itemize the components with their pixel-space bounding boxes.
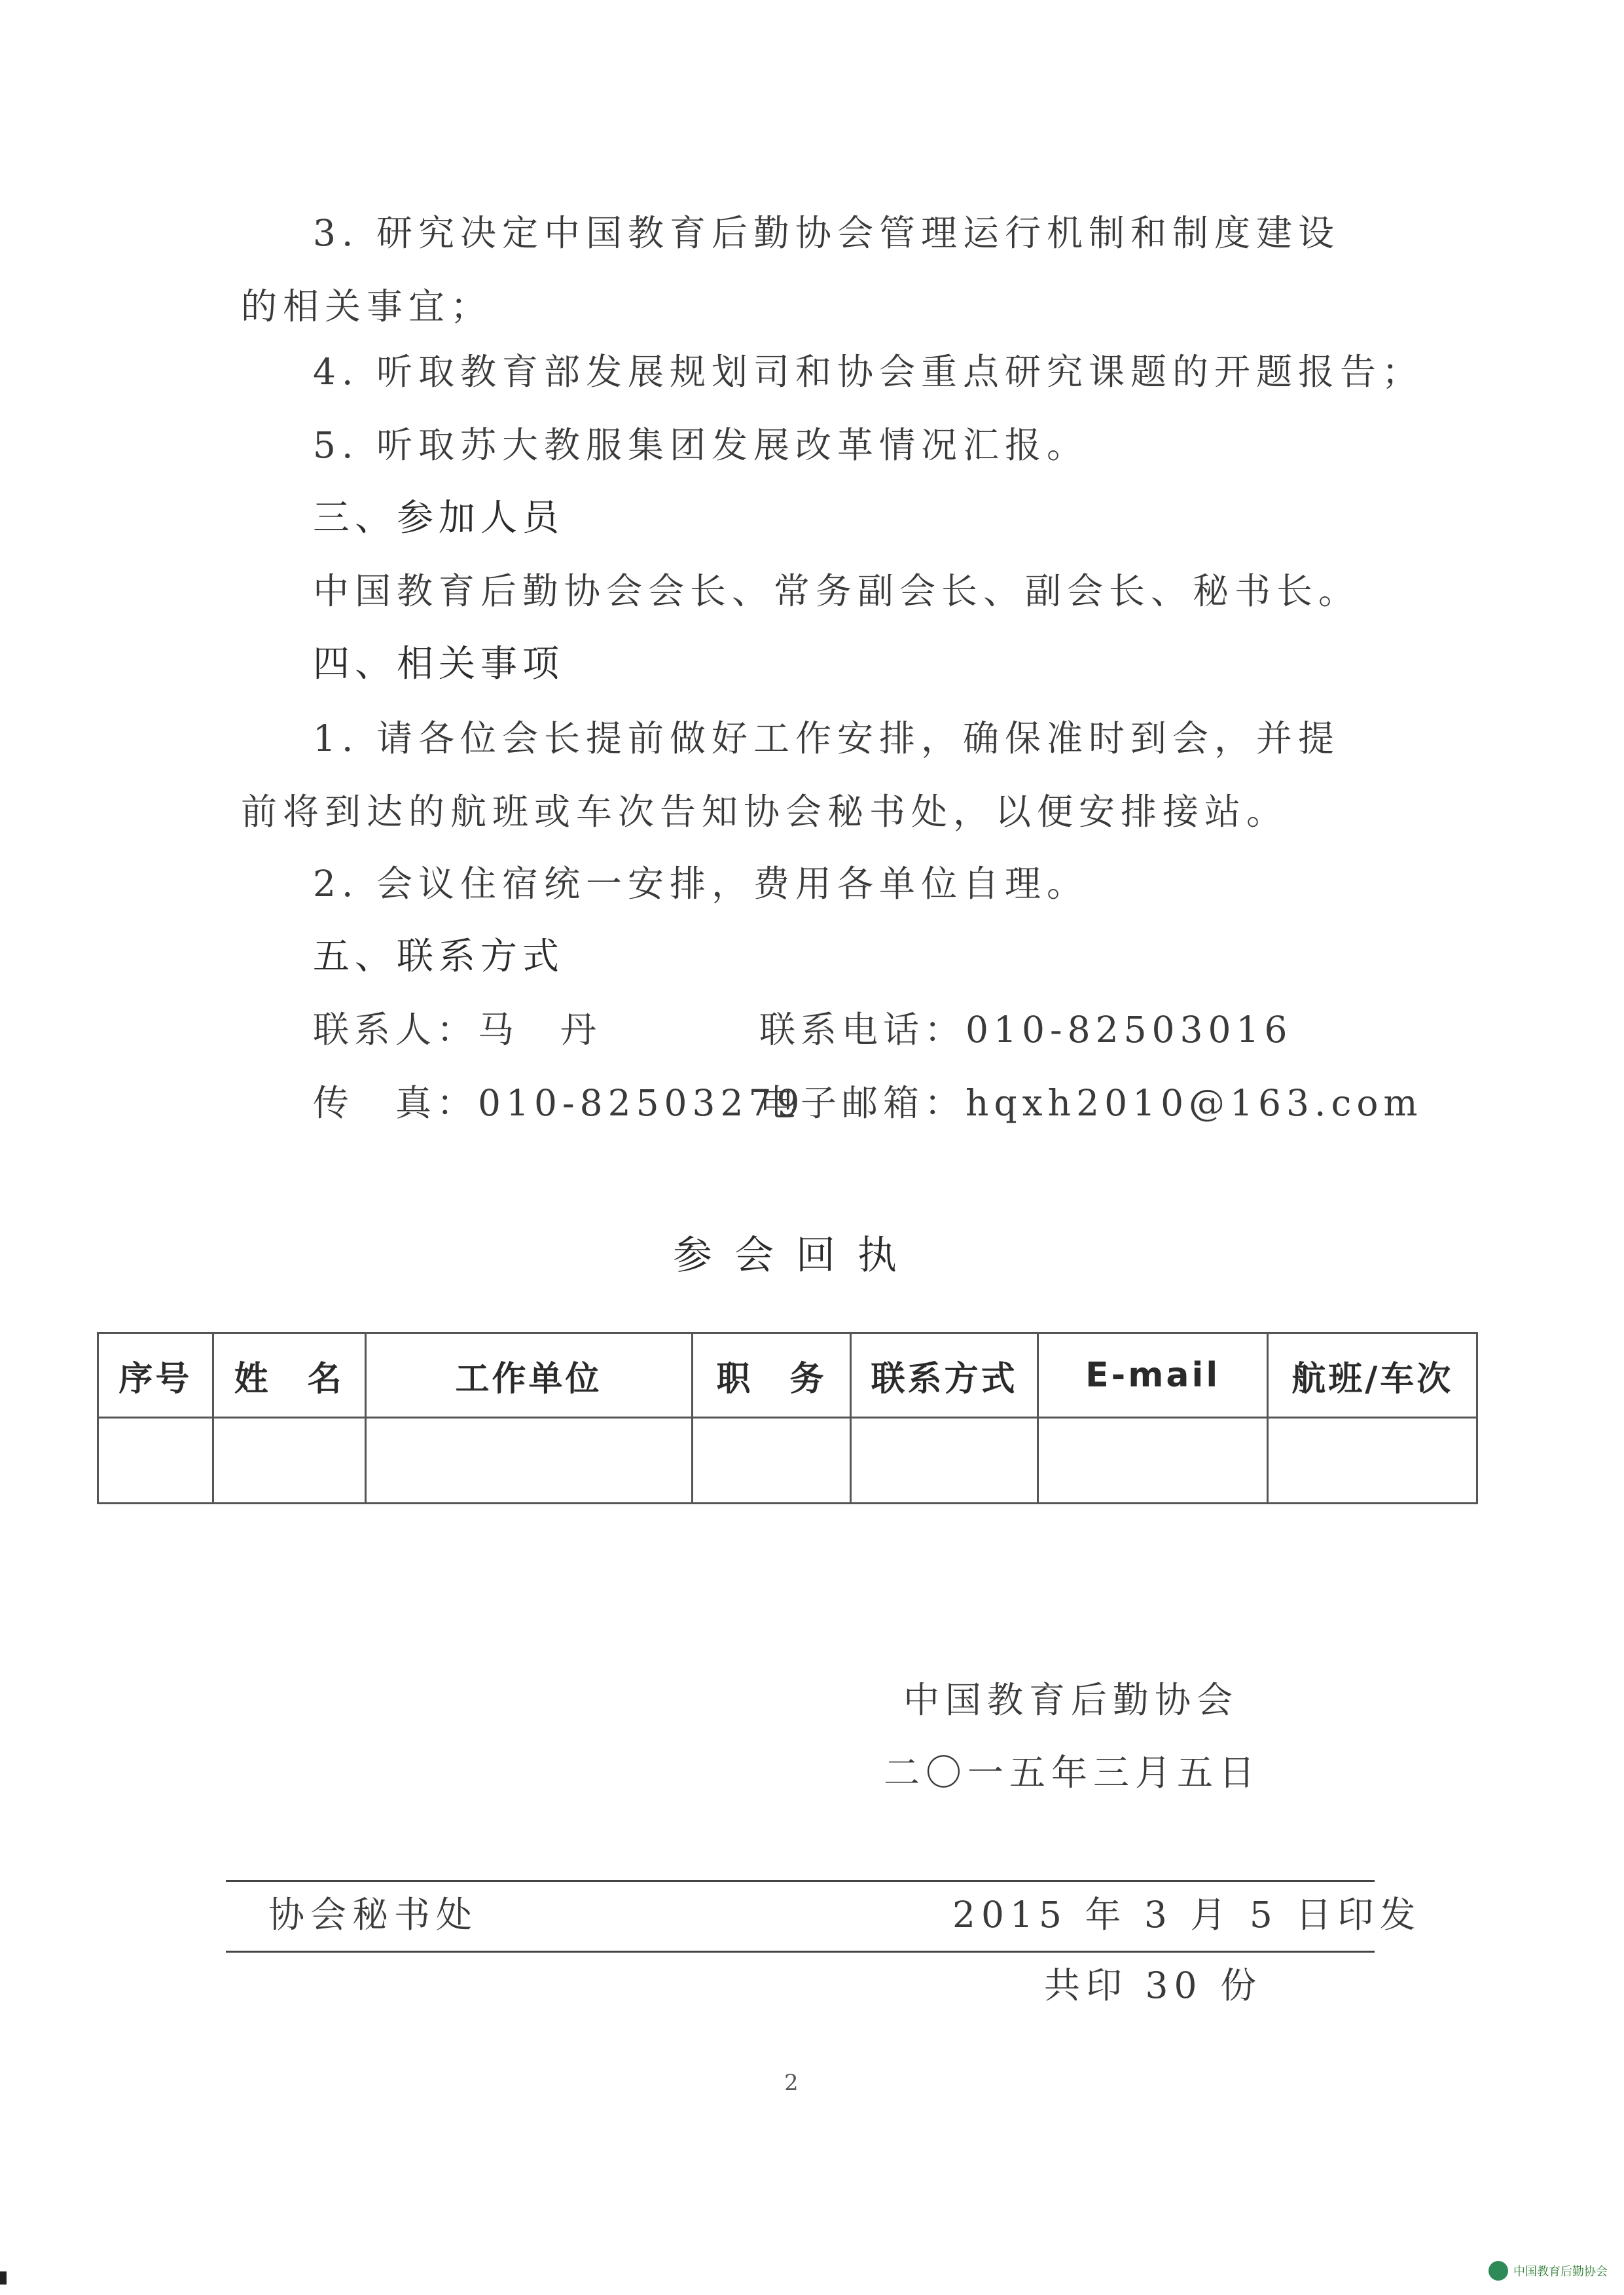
contact-fax-row xyxy=(313,1080,805,1126)
footer-issue-date: 2015 年 3 月 5 日印发 xyxy=(952,1894,1422,1936)
header-email: E-mail xyxy=(1038,1333,1268,1418)
cell-contact[interactable] xyxy=(851,1418,1038,1504)
page-number: 2 xyxy=(784,2070,799,2096)
section-heading-contact: 五、联系方式 xyxy=(313,935,564,978)
receipt-blank-row xyxy=(98,1418,1477,1504)
contact-phone-row xyxy=(759,1007,1293,1053)
contact-person-label: 联系人： xyxy=(313,1009,478,1051)
contact-email-label: 电子邮箱： xyxy=(759,1082,966,1124)
cell-position[interactable] xyxy=(692,1418,851,1504)
scan-edge-mark xyxy=(0,2271,7,2285)
association-logo xyxy=(1489,2261,1608,2281)
footer-bottom-rule xyxy=(226,1951,1375,1953)
participants-text: 中国教育后勤协会会长、常务副会长、副会长、秘书长。 xyxy=(313,570,1361,612)
header-position: 职 务 xyxy=(692,1333,851,1418)
header-workplace: 工作单位 xyxy=(365,1333,692,1418)
header-serial: 序号 xyxy=(98,1333,213,1418)
receipt-table xyxy=(97,1332,1478,1504)
cell-workplace[interactable] xyxy=(365,1418,692,1504)
agenda-item-5: 5. 听取苏大教服集团发展改革情况汇报。 xyxy=(313,424,1089,466)
cell-email[interactable] xyxy=(1038,1418,1268,1504)
section-heading-participants: 三、参加人员 xyxy=(313,497,564,539)
cell-name[interactable] xyxy=(213,1418,365,1504)
agenda-item-4: 4. 听取教育部发展规划司和协会重点研究课题的开题报告； xyxy=(313,351,1424,393)
signature-org: 中国教育后勤协会 xyxy=(903,1679,1239,1721)
header-name: 姓 名 xyxy=(213,1333,365,1418)
signature-date: 二〇一五年三月五日 xyxy=(884,1752,1261,1794)
agenda-item-3: 3. 研究决定中国教育后勤协会管理运行机制和制度建设的相关事宜； xyxy=(241,212,1340,327)
logo-text: 中国教育后勤协会 xyxy=(1513,2265,1608,2279)
section-heading-matters: 四、相关事项 xyxy=(313,643,564,685)
footer-copies: 共印 30 份 xyxy=(1044,1964,1262,2006)
footer-issuer: 协会秘书处 xyxy=(268,1894,478,1936)
contact-fax: 010-82503279 xyxy=(478,1082,805,1124)
matters-item-1: 1. 请各位会长提前做好工作安排，确保准时到会，并提前将到达的航班或车次告知协会秘书处，以便安排接站。 xyxy=(241,717,1340,833)
contact-person-row xyxy=(313,1007,602,1053)
footer-top-rule xyxy=(226,1880,1375,1882)
logo-emblem-icon xyxy=(1489,2261,1508,2281)
contact-phone: 010-82503016 xyxy=(965,1009,1293,1051)
contact-fax-label: 传 真： xyxy=(313,1082,478,1124)
receipt-form-title: 参会回执 xyxy=(673,1233,919,1278)
receipt-header-row xyxy=(98,1333,1477,1418)
matters-item-2: 2. 会议住宿统一安排，费用各单位自理。 xyxy=(313,863,1089,905)
contact-email: hqxh2010@163.com xyxy=(965,1082,1423,1124)
header-contact: 联系方式 xyxy=(851,1333,1038,1418)
header-flight: 航班/车次 xyxy=(1268,1333,1477,1418)
cell-serial[interactable] xyxy=(98,1418,213,1504)
contact-email-row xyxy=(759,1080,1423,1126)
contact-phone-label: 联系电话： xyxy=(759,1009,966,1051)
cell-flight[interactable] xyxy=(1268,1418,1477,1504)
contact-person-name: 马 丹 xyxy=(478,1009,602,1051)
